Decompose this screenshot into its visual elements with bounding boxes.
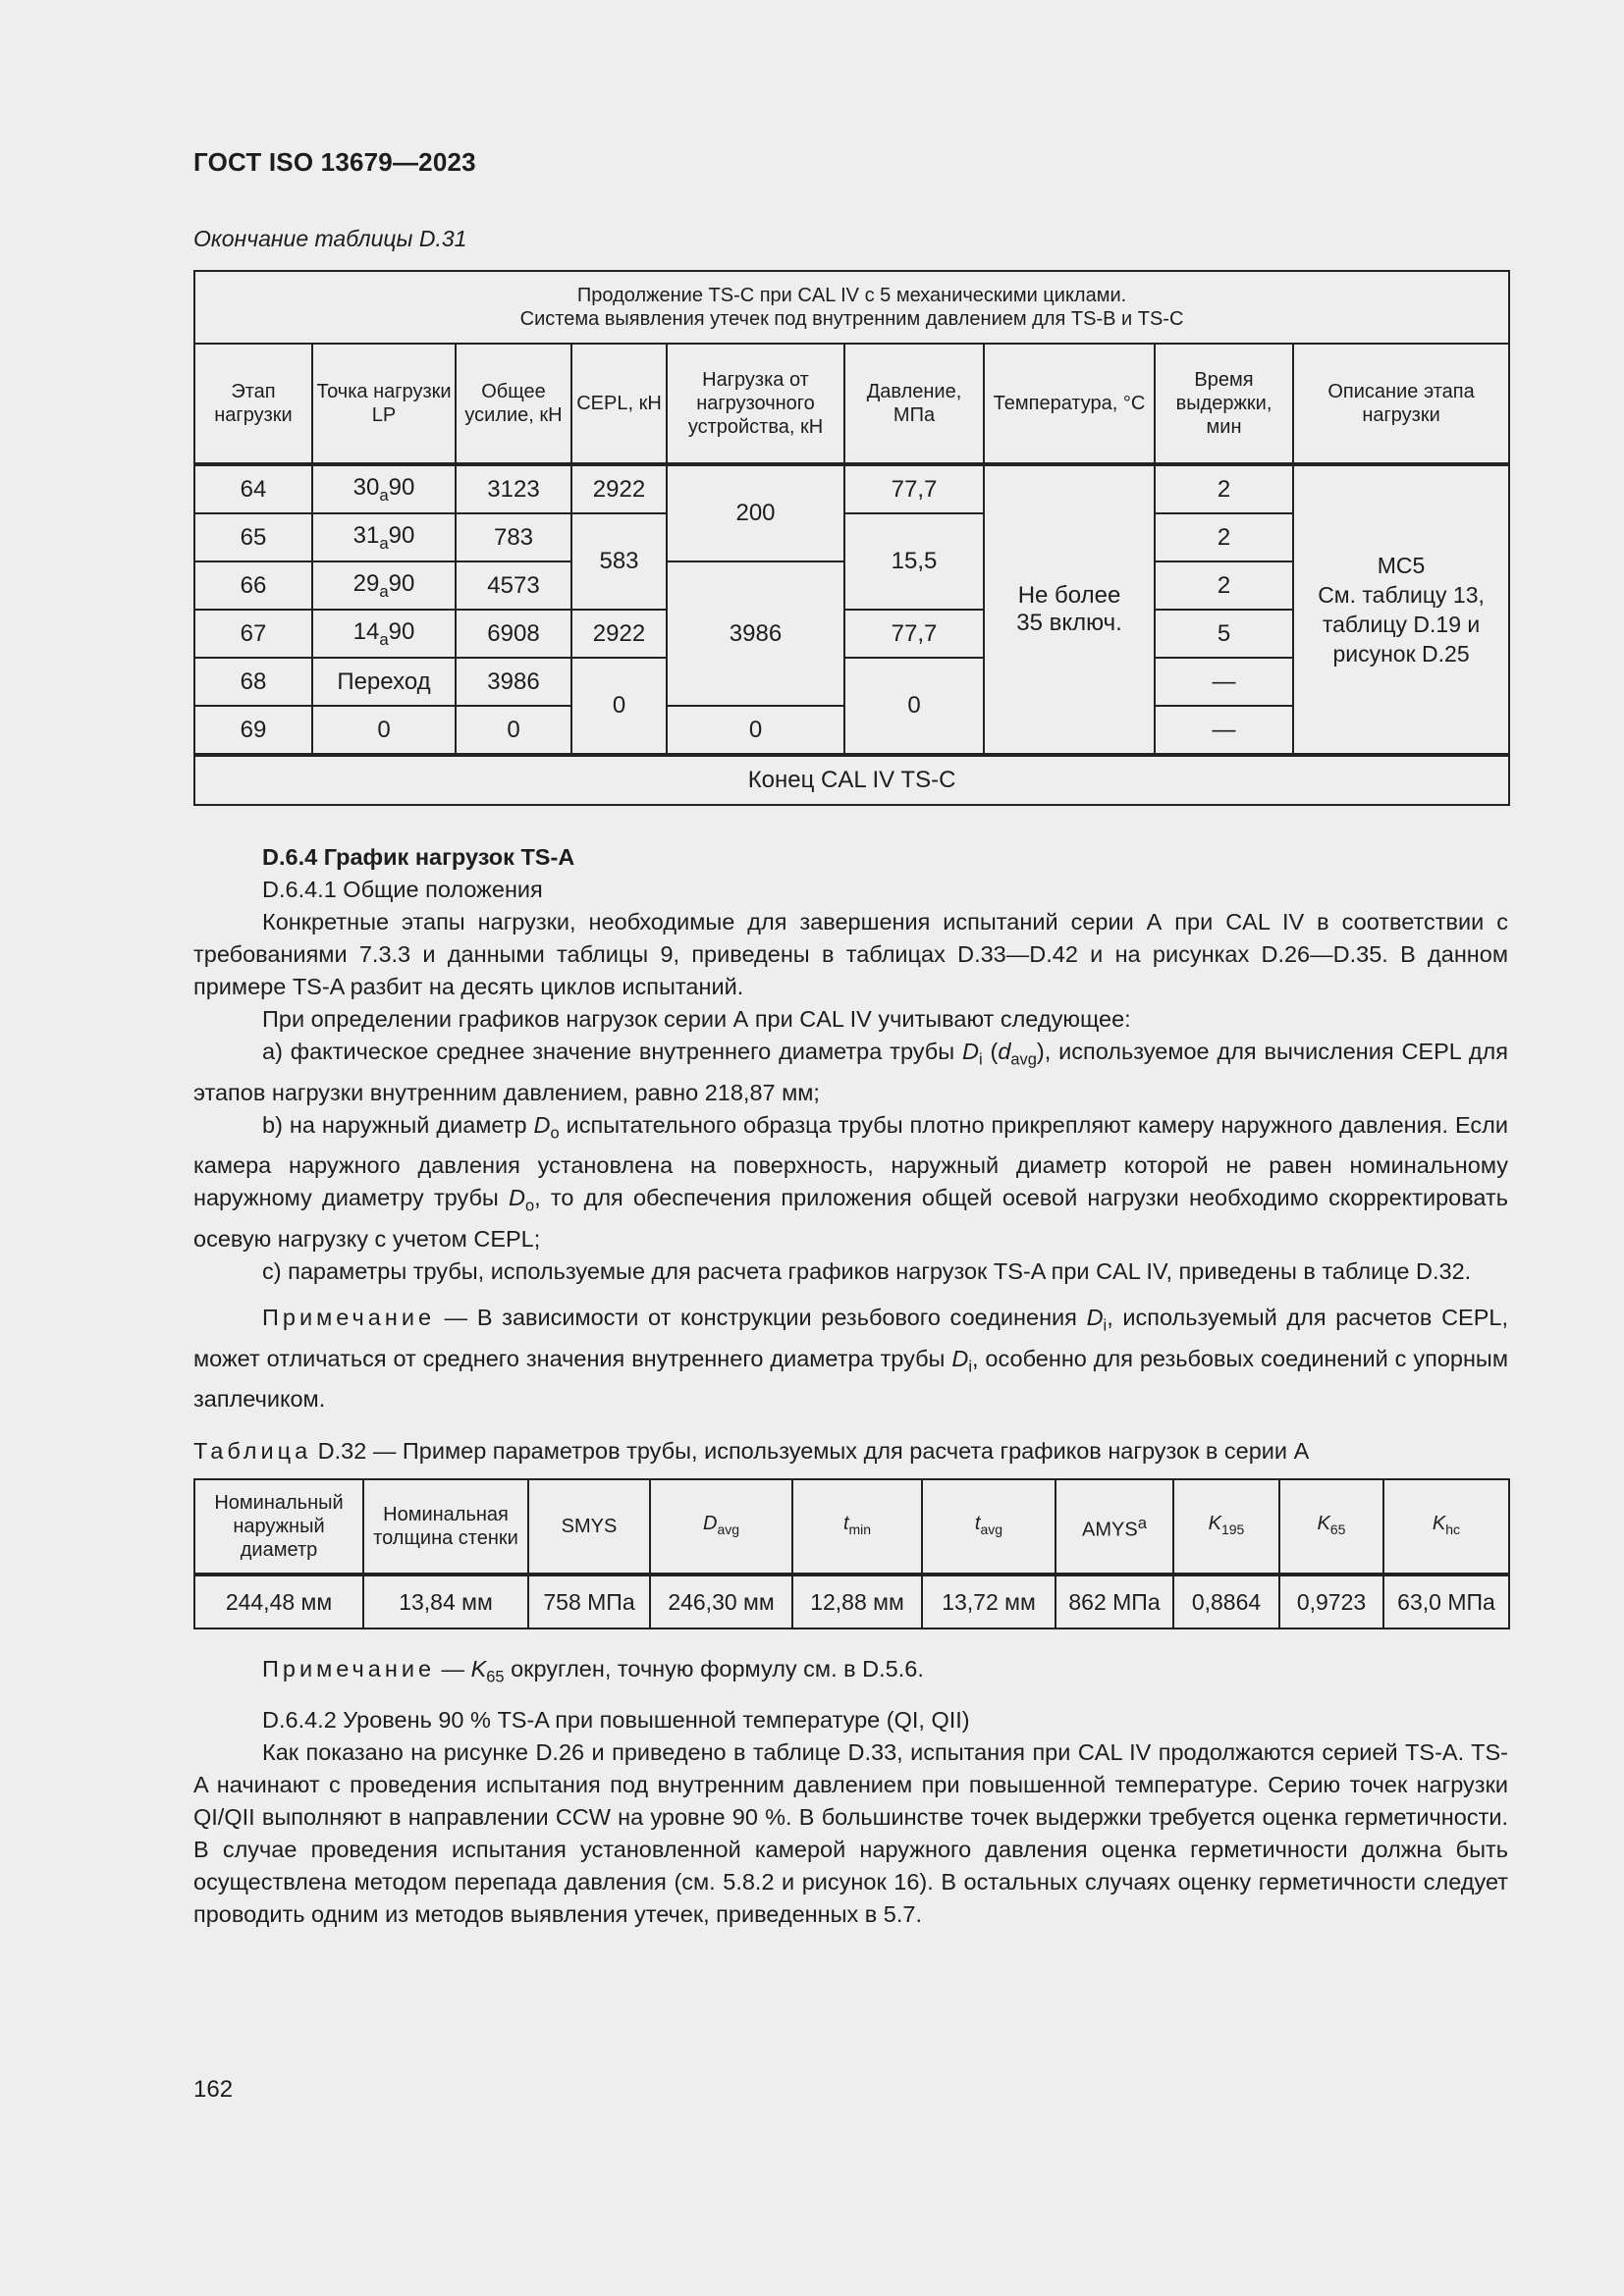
section-d64 [193,841,1508,1415]
col-header: Температура, °C [984,344,1155,464]
table-row [194,1575,1509,1629]
cell-pressure: 15,5 [844,513,984,610]
list-item: b) на наружный диаметр $D_o$ испытательного образца трубы плотно прикрепляют камеру наружного давления. Если камера наружного давления установлена на поверхность, наружный диаметр которой не равен номинальному наружному диаметру трубы $D_o$, то для обеспечения приложения общей осевой нагрузки необходимо скорректировать осевую нагрузку с учетом CEPL; [193,1111,1508,1253]
col-header: $K_{195}$ [1173,1479,1279,1575]
cell-cepl: 0 [571,658,667,755]
col-header: Общее усилие, кН [456,344,571,464]
page-number: 162 [193,2076,234,2103]
cell-stage: 68 [194,658,312,706]
col-header: Описание этапа нагрузки [1293,344,1509,464]
table-cell: 0,8864 [1173,1575,1279,1629]
cell-load-point: $29_a90$ [312,561,456,610]
cell-force: 3986 [456,658,571,706]
section-heading: D.6.4 График нагрузок TS-A [262,844,575,870]
cell-force: 6908 [456,610,571,658]
cell-stage: 69 [194,706,312,755]
list-item: c) параметры трубы, используемые для расчета графиков нагрузок TS-A при CAL IV, приведены в таблице D.32. [262,1258,1472,1285]
col-header: CEPL, кН [571,344,667,464]
cell-hold-time: — [1155,658,1293,706]
col-header: $K_{65}$ [1279,1479,1383,1575]
table-cell: 63,0 МПа [1383,1575,1509,1629]
cell-load-point: 0 [312,706,456,755]
cell-stage: 66 [194,561,312,610]
cell-load-point: $30_a90$ [312,464,456,513]
cell-cepl: 2922 [571,464,667,513]
table-cell: 758 МПа [528,1575,650,1629]
cell-pressure: 77,7 [844,464,984,513]
col-header: SMYS [528,1479,650,1575]
table-cell: 244,48 мм [194,1575,363,1629]
list-item: a) фактическое среднее значение внутреннего диаметра трубы $D_i$ $(d_{avg})$, используемое для вычисления CEPL для этапов нагрузки внутренним давлением, равно 218,87 мм; [193,1039,1508,1105]
table-d31 [193,270,1510,806]
table-cell: 0,9723 [1279,1575,1383,1629]
cell-hold-time: 2 [1155,464,1293,513]
cell-stage: 67 [194,610,312,658]
table-cell: 862 МПа [1056,1575,1173,1629]
col-header: $t_{min}$ [792,1479,922,1575]
table-row [194,464,1509,513]
cell-hold-time: — [1155,706,1293,755]
cell-cepl: 2922 [571,610,667,658]
cell-hold-time: 5 [1155,610,1293,658]
cell-force: 4573 [456,561,571,610]
table-cell: 246,30 мм [650,1575,792,1629]
cell-device-load: 0 [667,706,844,755]
col-header: $D_{avg}$ [650,1479,792,1575]
col-header: AMYS$^a$ [1056,1479,1173,1575]
cell-force: 783 [456,513,571,561]
table-cell: 13,72 мм [922,1575,1056,1629]
cell-stage-description: МС5 См. таблицу 13, таблицу D.19 и рисунок D.25 [1293,464,1509,755]
table-cell: 12,88 мм [792,1575,922,1629]
cell-force: 0 [456,706,571,755]
subsection-heading: D.6.4.1 Общие положения [262,877,543,902]
section-d642 [193,1653,1508,1931]
col-header: Этап нагрузки [194,344,312,464]
col-header: $K_{hc}$ [1383,1479,1509,1575]
col-header: Номинальный наружный диаметр [194,1479,363,1575]
note: Примечание — В зависимости от конструкции резьбового соединения $D_i$, используемый для расчетов CEPL, может отличаться от среднего значения внутреннего диаметра трубы $D_i$, особенно для резьбовых соединений с упорным заплечиком. [193,1305,1508,1413]
cell-device-load: 200 [667,464,844,561]
cell-hold-time: 2 [1155,513,1293,561]
cell-hold-time: 2 [1155,561,1293,610]
table-d32 [193,1478,1510,1629]
paragraph: При определении графиков нагрузок серии А при CAL IV учитывают следующее: [262,1006,1131,1032]
cell-stage: 64 [194,464,312,513]
cell-stage: 65 [194,513,312,561]
col-header: $t_{avg}$ [922,1479,1056,1575]
cell-load-point: $31_a90$ [312,513,456,561]
cell-pressure: 0 [844,658,984,755]
document-code: ГОСТ ISO 13679—2023 [193,147,476,177]
col-header: Точка нагрузки LP [312,344,456,464]
cell-temperature: Не более 35 включ. [984,464,1155,755]
note: Примечание — $K_{65}$ округлен, точную формулу см. в D.5.6. [262,1656,924,1686]
paragraph: Как показано на рисунке D.26 и приведено в таблице D.33, испытания при CAL IV продолжаются серией TS-A. TS-A начинают с проведения испытания под внутренним давлением при повышенной температуре. Серию точек нагрузки QI/QII выполняют в направлении CCW на уровне 90 %. В большинстве точек выдержки требуется оценка герметичности. В случае проведения испытания установленной камерой наружного давления оценка герметичности должна быть осуществлена методом перепада давления (см. 5.8.2 и рисунок 16). В остальных случаях оценку герметичности следует проводить одним из методов выявления утечек, приведенных в 5.7. [193,1738,1508,1927]
cell-cepl: 583 [571,513,667,610]
cell-load-point: Переход [312,658,456,706]
paragraph: Конкретные этапы нагрузки, необходимые для завершения испытаний серии А при CAL IV в соответствии с требованиями 7.3.3 и данными таблицы 9, приведены в таблицах D.33—D.42 и на рисунках D.26—D.35. В данном примере TS-A разбит на десять циклов испытаний. [193,909,1508,999]
table-d31-banner: Продолжение TS-C при CAL IV с 5 механическими циклами. Система выявления утечек под внутренним давлением для TS-B и TS-C [194,271,1509,344]
col-header: Нагрузка от нагрузочного устройства, кН [667,344,844,464]
col-header: Время выдержки, мин [1155,344,1293,464]
subsection-heading: D.6.4.2 Уровень 90 % TS-A при повышенной температуре (QI, QII) [262,1706,970,1733]
cell-force: 3123 [456,464,571,513]
cell-device-load: 3986 [667,561,844,706]
table-d31-caption: Окончание таблицы D.31 [193,226,467,251]
cell-pressure: 77,7 [844,610,984,658]
col-header: Давление, МПа [844,344,984,464]
col-header: Номинальная толщина стенки [363,1479,528,1575]
table-d31-footer: Конец CAL IV TS-C [194,755,1509,805]
cell-load-point: $14_a90$ [312,610,456,658]
table-cell: 13,84 мм [363,1575,528,1629]
table-d32-caption: Таблица D.32 — Пример параметров трубы, используемых для расчета графиков нагрузок в серии А [193,1438,1310,1464]
